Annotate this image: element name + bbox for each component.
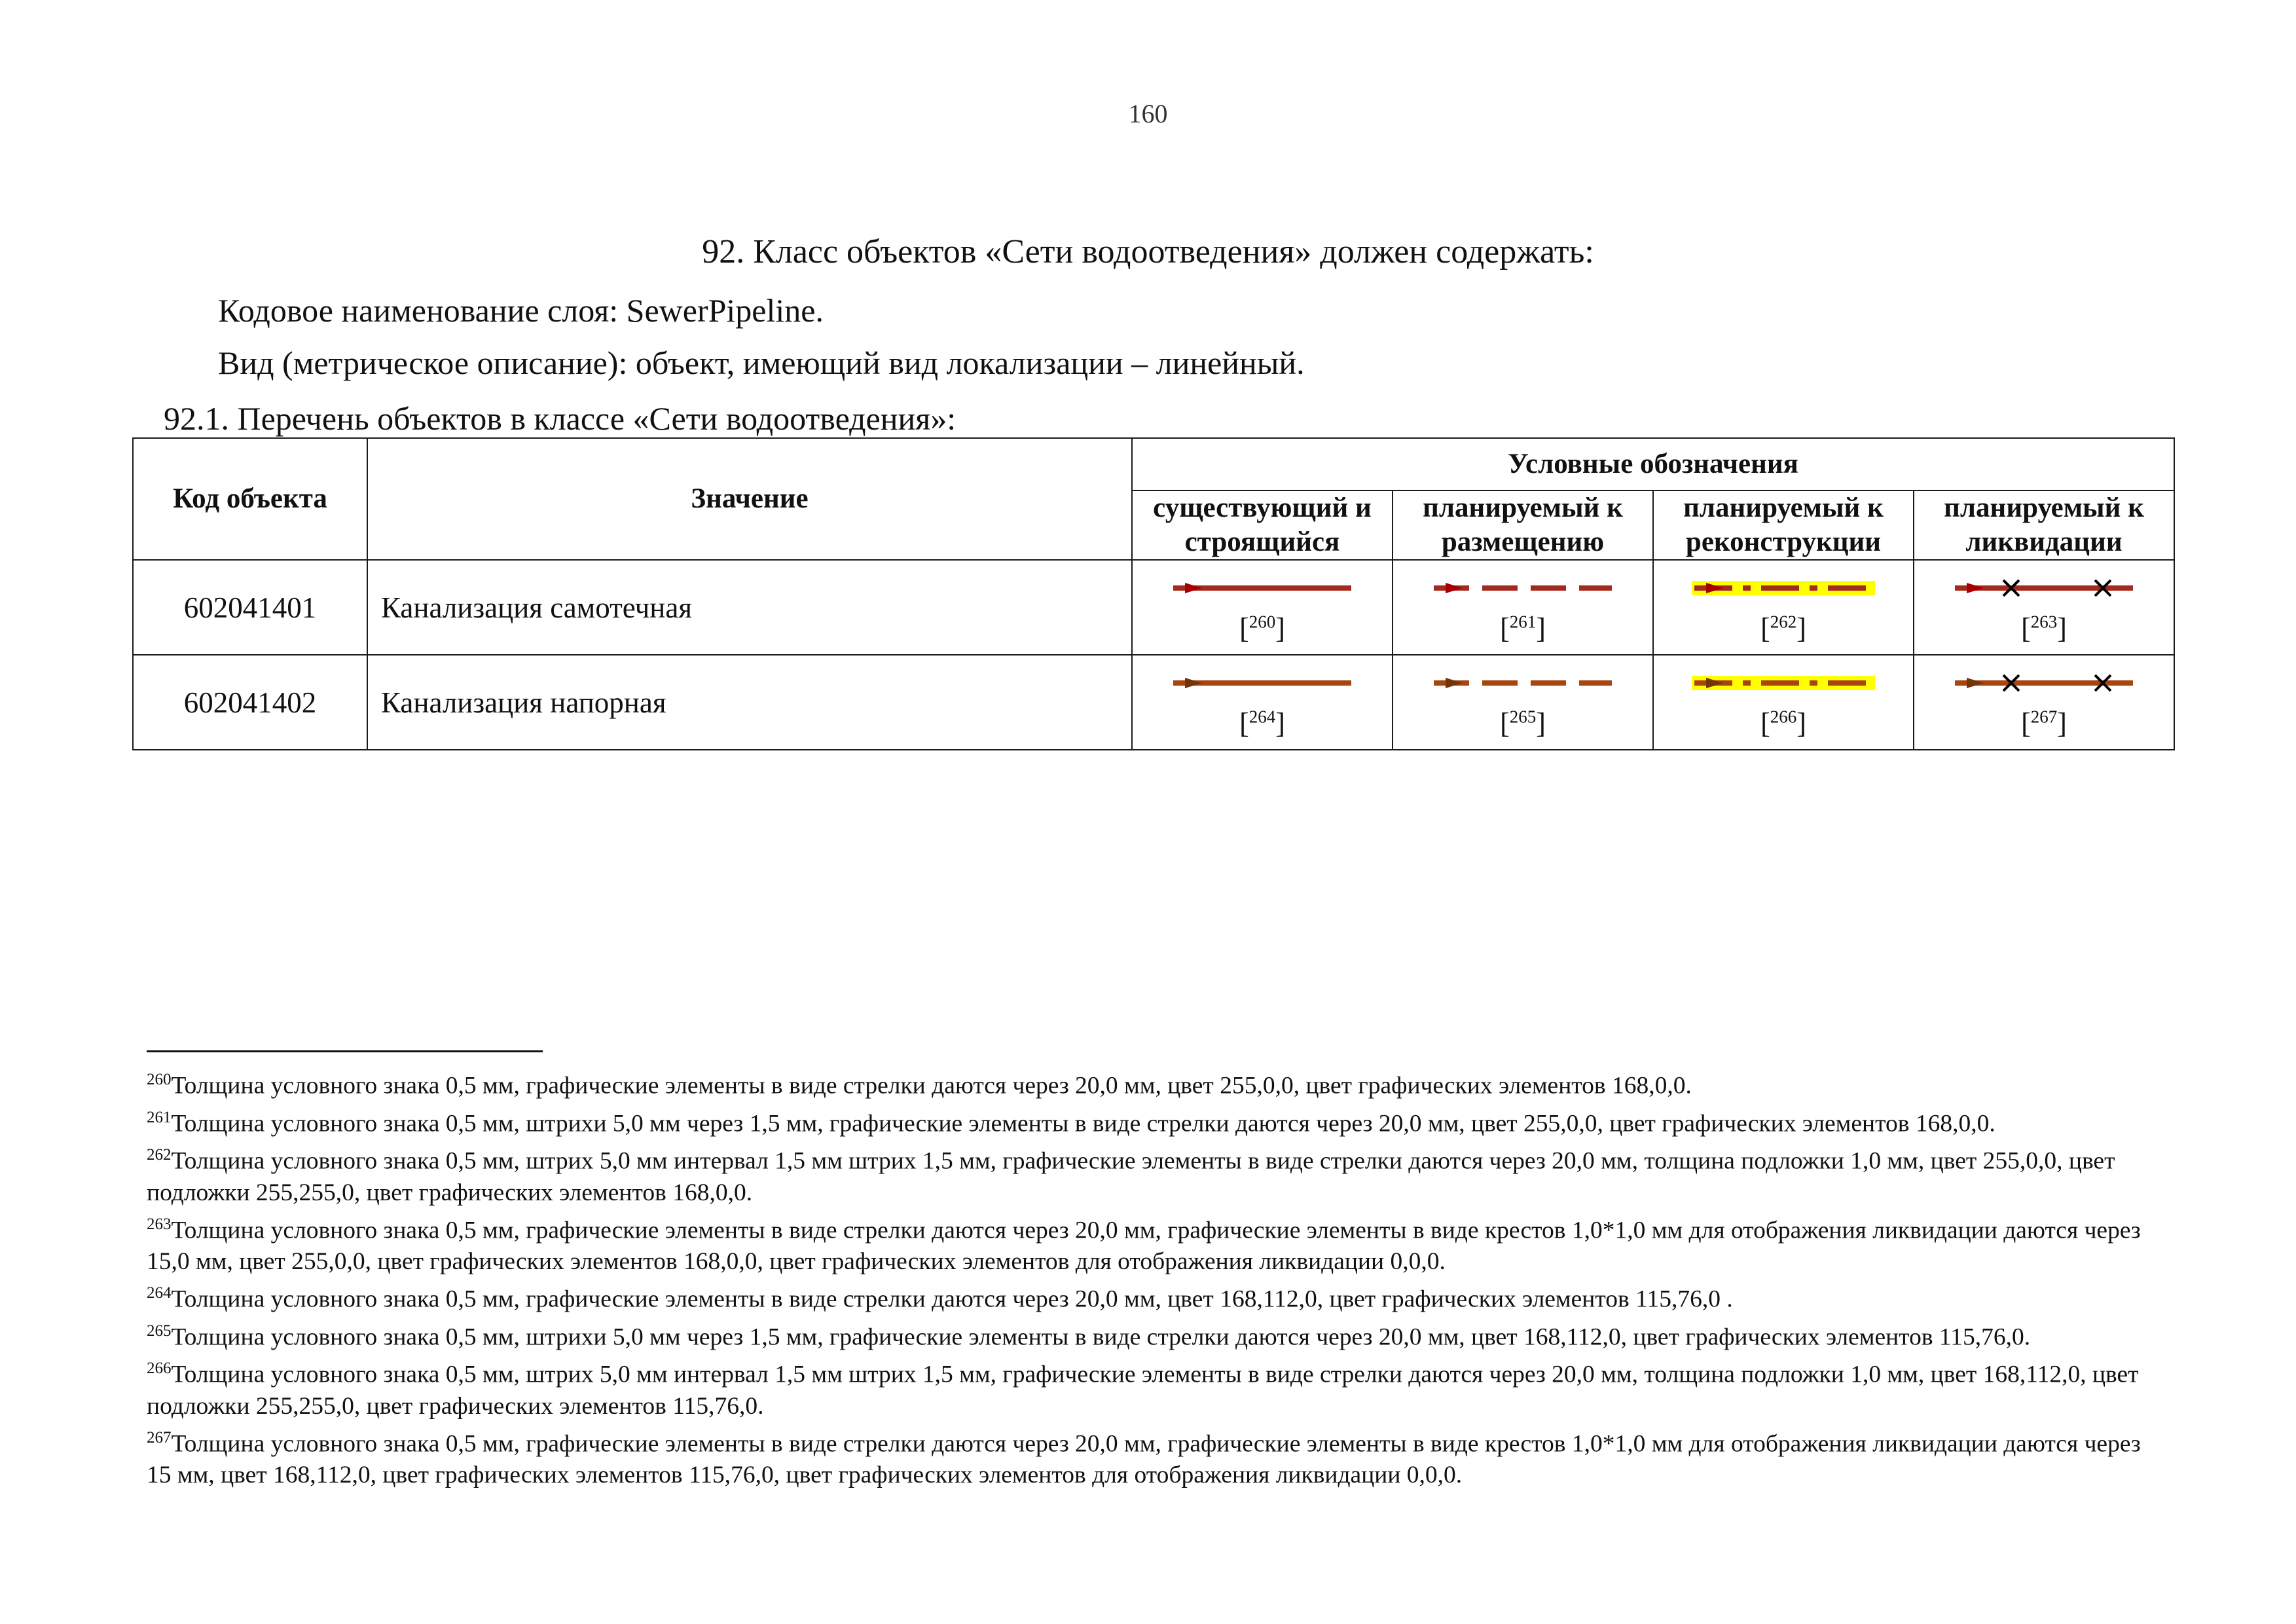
symbol-crossed-arrow-line	[1952, 575, 2136, 601]
symbol-dashdot-arrow-underlay-line	[1692, 575, 1875, 601]
layer-code-line: Кодовое наименование слоя: SewerPipeline.	[218, 292, 824, 329]
footnote: $^{263}$Толщина условного знака 0,5 мм, графические элементы в виде стрелки даются через 20,0 мм, графические элементы в виде крестов 1,0*1,0 мм для отображения ликвидации даются через 15,0 мм, цвет 255,0,0, цвет графических элементов 168,0,0, цвет графических элементов для отображения ликвидации 0,0,0.	[147, 1215, 2141, 1275]
footnote: $^{260}$Толщина условного знака 0,5 мм, графические элементы в виде стрелки даются через 20,0 мм, цвет 255,0,0, цвет графических элементов 168,0,0.	[147, 1071, 1692, 1099]
header-existing: существующий и строящийся	[1132, 490, 1393, 560]
symbol-crossed-arrow-line	[1952, 670, 2136, 696]
footnote: $^{266}$Толщина условного знака 0,5 мм, штрих 5,0 мм интервал 1,5 мм штрих 1,5 мм, графические элементы в виде стрелки даются через 20,0 мм, толщина подложки 1,0 мм, цвет 168,112,0, цвет подложки 255,255,0, цвет графических элементов 115,76,0.	[147, 1359, 2139, 1420]
section-heading: 92. Класс объектов «Сети водоотведения» должен содержать:	[702, 233, 1594, 270]
symbol-solid-arrow-line	[1171, 670, 1354, 696]
footnote-ref: [$^{265}$]	[1500, 707, 1546, 739]
footnote-ref: [$^{266}$]	[1760, 707, 1806, 739]
symbol-dashed-arrow-line	[1431, 670, 1614, 696]
footnote: $^{264}$Толщина условного знака 0,5 мм, графические элементы в виде стрелки даются через 20,0 мм, цвет 168,112,0, цвет графических элементов 115,76,0 .	[147, 1284, 1733, 1313]
table-row	[133, 655, 2174, 750]
header-planned-reconstruction: планируемый к реконструкции	[1653, 490, 1914, 560]
object-meaning: Канализация самотечная	[367, 560, 1132, 655]
geometry-type-line: Вид (метрическое описание): объект, имеющий вид локализации – линейный.	[218, 344, 1305, 381]
symbol-planned-placement	[1393, 560, 1653, 655]
symbol-existing	[1132, 655, 1393, 750]
footnote-ref: [$^{263}$]	[2021, 612, 2067, 644]
footnote-ref: [$^{262}$]	[1760, 612, 1806, 644]
footnote-ref: [$^{260}$]	[1239, 612, 1285, 644]
header-meaning: Значение	[367, 438, 1132, 560]
footnote: $^{261}$Толщина условного знака 0,5 мм, штрихи 5,0 мм через 1,5 мм, графические элементы в виде стрелки даются через 20,0 мм, цвет 255,0,0, цвет графических элементов 168,0,0.	[147, 1108, 1995, 1137]
page-number: 160	[1128, 99, 1168, 128]
header-code: Код объекта	[133, 438, 367, 560]
footnote-ref: [$^{267}$]	[2021, 707, 2067, 739]
footnote-ref: [$^{261}$]	[1500, 612, 1546, 644]
footnote-separator	[147, 1050, 543, 1052]
symbol-planned-placement	[1393, 655, 1653, 750]
symbol-planned-liquidation	[1914, 560, 2174, 655]
symbol-dashed-arrow-line	[1431, 575, 1614, 601]
header-planned-placement: планируемый к размещению	[1393, 490, 1653, 560]
symbol-existing	[1132, 560, 1393, 655]
footnotes	[147, 1064, 2150, 1491]
symbol-planned-reconstruction	[1653, 560, 1914, 655]
object-meaning: Канализация напорная	[367, 655, 1132, 750]
footnote: $^{262}$Толщина условного знака 0,5 мм, штрих 5,0 мм интервал 1,5 мм штрих 1,5 мм, графические элементы в виде стрелки даются через 20,0 мм, толщина подложки 1,0 мм, цвет 255,0,0, цвет подложки 255,255,0, цвет графических элементов 168,0,0.	[147, 1146, 2115, 1206]
symbol-solid-arrow-line	[1171, 575, 1354, 601]
symbol-planned-liquidation	[1914, 655, 2174, 750]
header-planned-liquidation: планируемый к ликвидации	[1914, 490, 2174, 560]
object-code: 602041401	[133, 560, 367, 655]
symbol-planned-reconstruction	[1653, 655, 1914, 750]
footnote-ref: [$^{264}$]	[1239, 707, 1285, 739]
header-symbols: Условные обозначения	[1132, 438, 2174, 490]
footnote: $^{267}$Толщина условного знака 0,5 мм, графические элементы в виде стрелки даются через 20,0 мм, графические элементы в виде крестов 1,0*1,0 мм для отображения ликвидации даются через 15 мм, цвет 168,112,0, цвет графических элементов 115,76,0, цвет графических элементов для отображения ликвидации 0,0,0.	[147, 1428, 2141, 1488]
symbol-dashdot-arrow-underlay-line	[1692, 670, 1875, 696]
object-list-title: 92.1. Перечень объектов в классе «Сети водоотведения»:	[164, 400, 957, 437]
table-row	[133, 560, 2174, 655]
object-code: 602041402	[133, 655, 367, 750]
footnote: $^{265}$Толщина условного знака 0,5 мм, штрихи 5,0 мм через 1,5 мм, графические элементы в виде стрелки даются через 20,0 мм, цвет 168,112,0, цвет графических элементов 115,76,0.	[147, 1321, 2031, 1350]
objects-table	[132, 437, 2175, 750]
